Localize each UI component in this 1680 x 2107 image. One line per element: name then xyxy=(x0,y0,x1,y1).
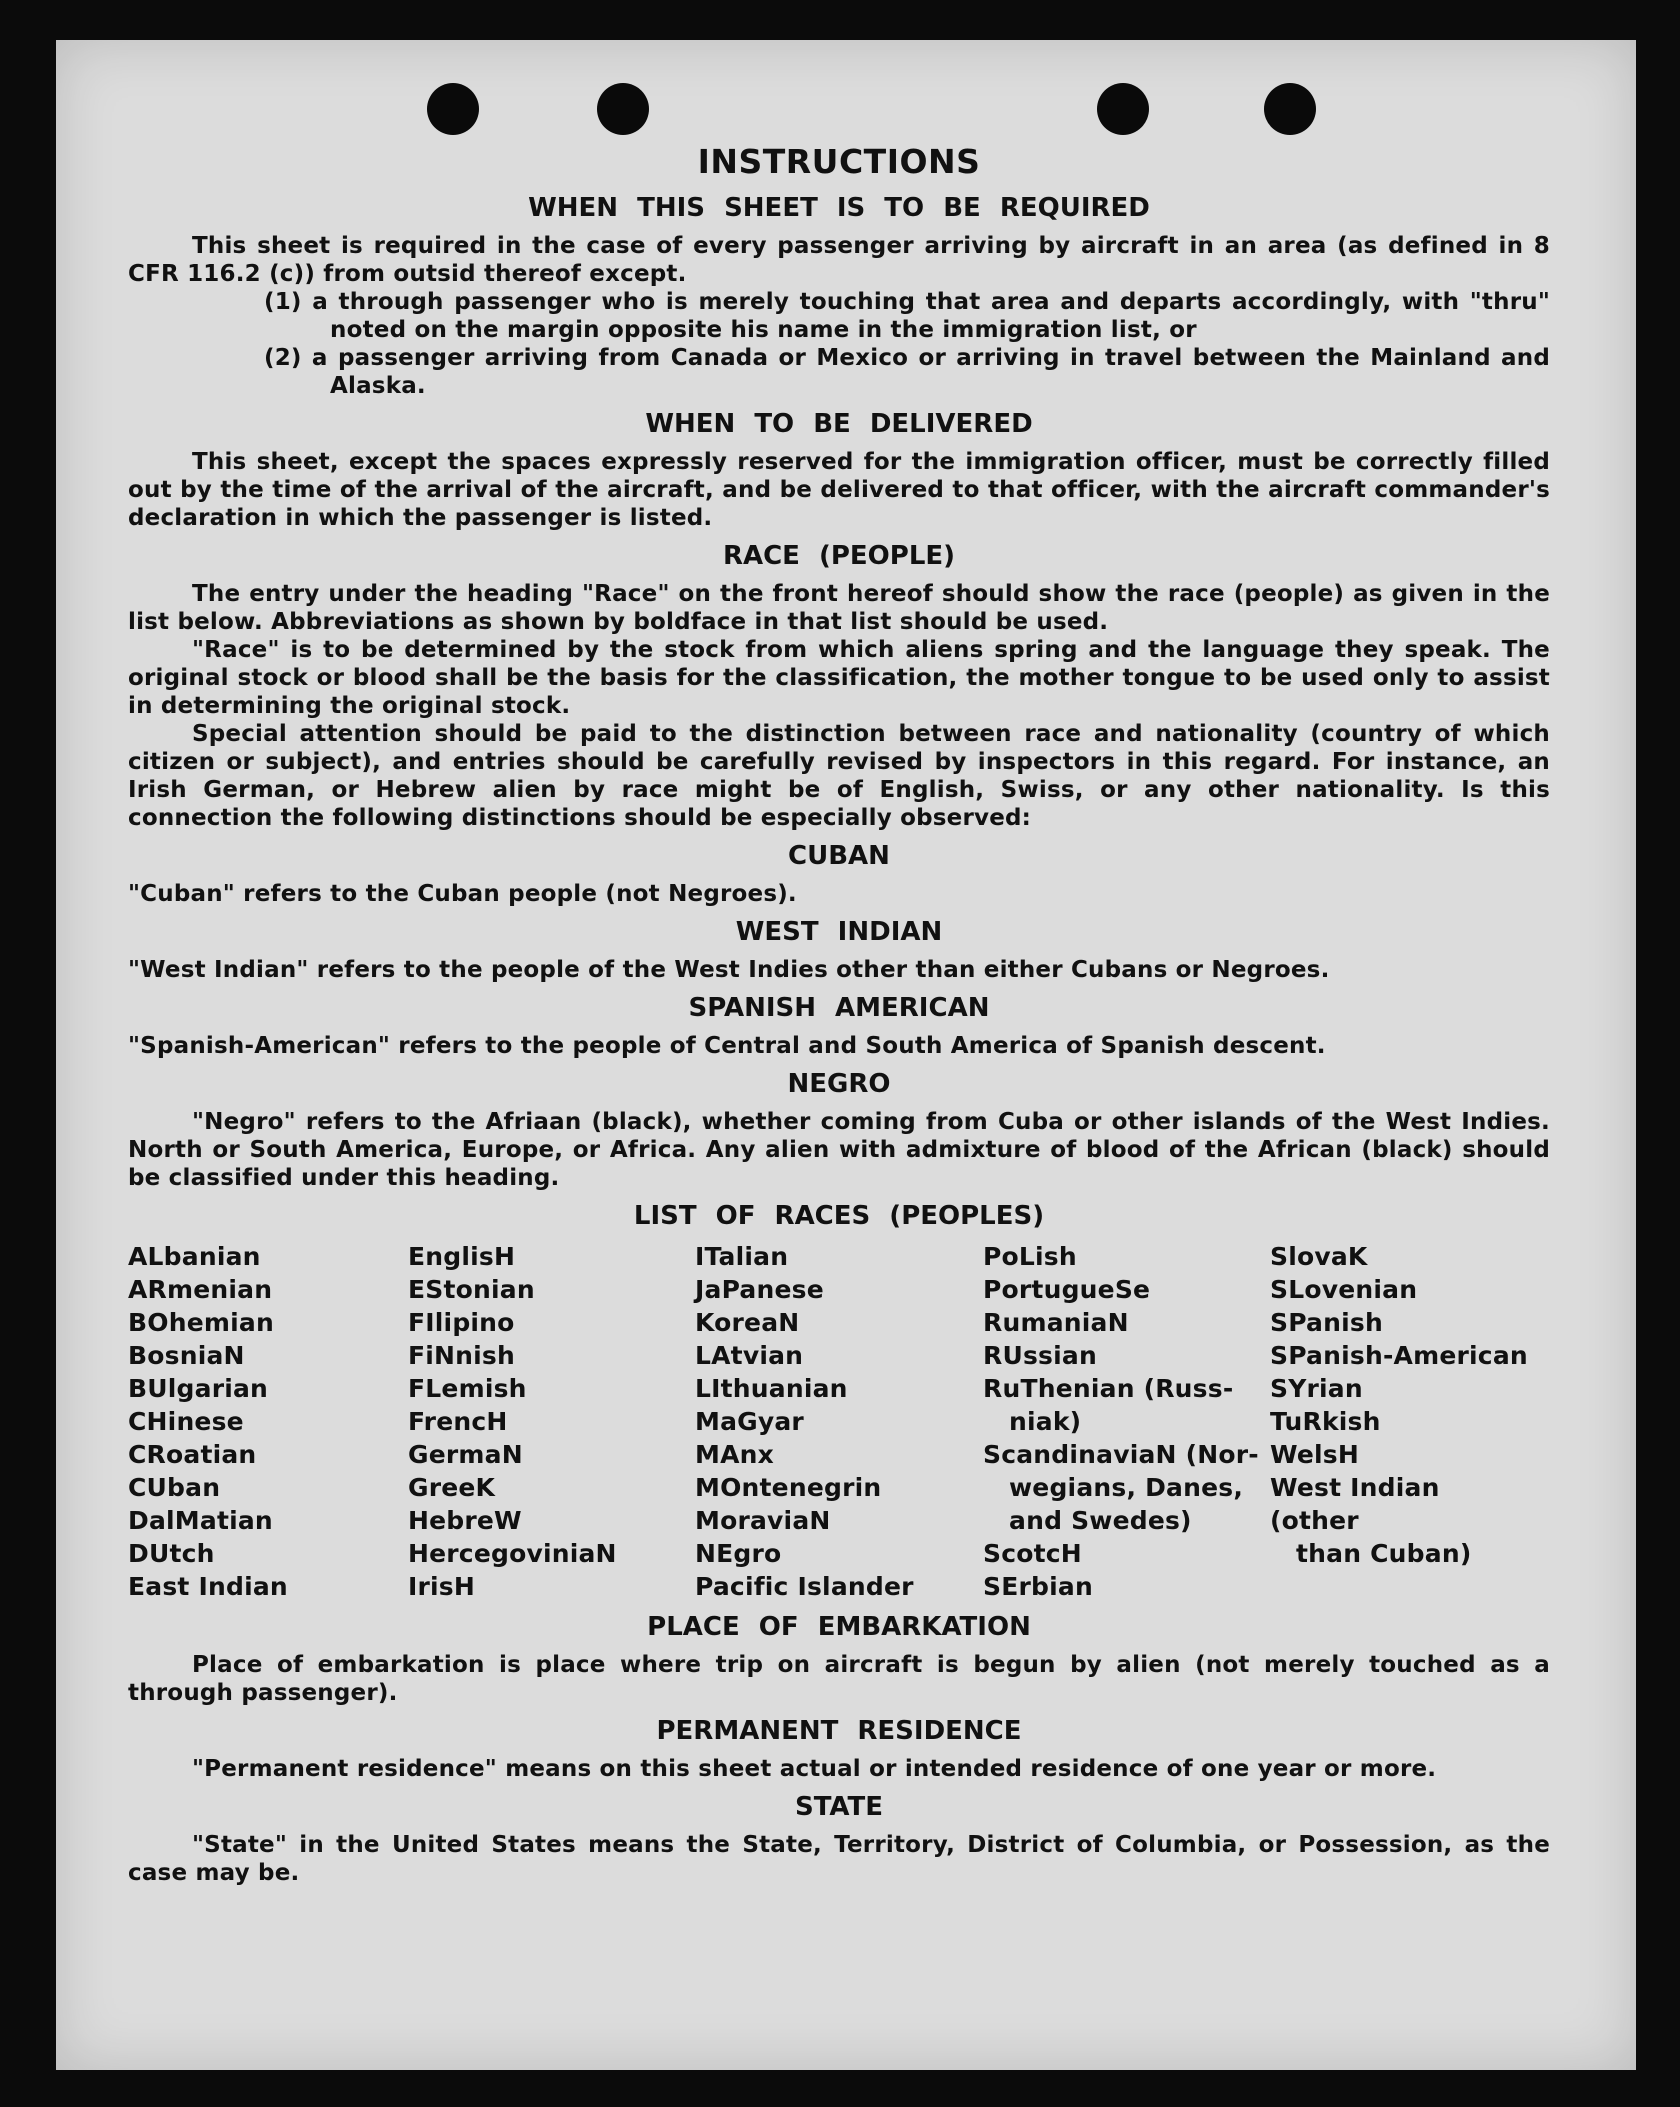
heading-negro: NEGRO xyxy=(787,1069,891,1099)
exception-item-2: (2) a passenger arriving from Canada or Mexico or arriving in travel between the Mainland and Alaska. xyxy=(264,345,1550,399)
paragraph-west-indian: "West Indian" refers to the people of the West Indies other than either Cubans or Negroes. xyxy=(128,957,1330,983)
heading-cuban: CUBAN xyxy=(788,841,890,871)
instructions-content xyxy=(128,140,1550,1887)
race-entry: FLemish xyxy=(408,1374,527,1403)
punch-hole xyxy=(1264,83,1316,135)
race-entry: CHinese xyxy=(128,1407,244,1436)
document-page xyxy=(56,40,1636,2070)
race-entry: LAtvian xyxy=(695,1341,804,1370)
races-column-5 xyxy=(1270,1240,1530,1603)
race-entry: Pacific Islander xyxy=(695,1572,914,1601)
race-entry: SYrian xyxy=(1270,1374,1363,1403)
paragraph-spanish-american: "Spanish-American" refers to the people of Central and South America of Spanish descent. xyxy=(128,1033,1326,1059)
race-entry: MAnx xyxy=(695,1440,774,1469)
race-entry: PoLish xyxy=(983,1242,1077,1271)
race-entry: ARmenian xyxy=(128,1275,273,1304)
paragraph-race-2: "Race" is to be determined by the stock from which aliens spring and the language they speak. The original stock or blood shall be the basis for the classification, the mother tongue to be used only to assist in determining the original stock. xyxy=(128,637,1550,719)
race-entry: SlovaK xyxy=(1270,1242,1368,1271)
race-entry-continued: than Cuban) xyxy=(1296,1539,1472,1568)
races-column-3 xyxy=(695,1240,983,1603)
race-entry: HercegoviniaN xyxy=(408,1539,617,1568)
punch-hole xyxy=(427,83,479,135)
paragraph-state: "State" in the United States means the State, Territory, District of Columbia, or Possession, as the case may be. xyxy=(128,1832,1550,1886)
heading-when-delivered: WHEN TO BE DELIVERED xyxy=(645,409,1033,439)
paragraph-when-required: This sheet is required in the case of every passenger arriving by aircraft in an area (as defined in 8 CFR 116.2 (c)) from outsid thereof except. xyxy=(128,233,1550,287)
punch-hole xyxy=(597,83,649,135)
heading-race: RACE (PEOPLE) xyxy=(722,541,956,571)
race-entry: DUtch xyxy=(128,1539,215,1568)
race-entry: EnglisH xyxy=(408,1242,516,1271)
race-entry: GermaN xyxy=(408,1440,523,1469)
race-entry: MoraviaN xyxy=(695,1506,831,1535)
race-entry: JaPanese xyxy=(695,1275,824,1304)
race-entry: SPanish-American xyxy=(1270,1341,1528,1370)
race-entry: CRoatian xyxy=(128,1440,257,1469)
race-entry: RuThenian (Russ- xyxy=(983,1374,1234,1403)
race-entry: IrisH xyxy=(408,1572,476,1601)
heading-spanish-american: SPANISH AMERICAN xyxy=(688,993,990,1023)
race-entry: KoreaN xyxy=(695,1308,800,1337)
race-entry: MaGyar xyxy=(695,1407,804,1436)
paragraph-when-delivered: This sheet, except the spaces expressly reserved for the immigration officer, must be correctly filled out by the time of the arrival of the aircraft, and be delivered to that officer, with the aircraft commander's declaration in which the passenger is listed. xyxy=(128,449,1550,531)
race-entry: ALbanian xyxy=(128,1242,261,1271)
race-entry: CUban xyxy=(128,1473,221,1502)
paragraph-race-3: Special attention should be paid to the distinction between race and nationality (country of which citizen or subject), and entries should be carefully revised by inspectors in this regard. For instance, an Irish German, or Hebrew alien by race might be of English, Swiss, or any other nationality. Is this connection the following distinctions should be especially observed: xyxy=(128,721,1550,831)
races-list xyxy=(128,1240,1550,1603)
race-entry: WelsH xyxy=(1270,1440,1360,1469)
race-entry: FIlipino xyxy=(408,1308,515,1337)
race-entry: MOntenegrin xyxy=(695,1473,882,1502)
paragraph-embarkation: Place of embarkation is place where trip on aircraft is begun by alien (not merely touched as a through passenger). xyxy=(128,1652,1550,1706)
heading-permanent-residence: PERMANENT RESIDENCE xyxy=(656,1716,1022,1746)
race-entry: NEgro xyxy=(695,1539,782,1568)
races-column-1 xyxy=(128,1240,408,1603)
race-entry: FiNnish xyxy=(408,1341,516,1370)
race-entry: SLovenian xyxy=(1270,1275,1418,1304)
paragraph-cuban: "Cuban" refers to the Cuban people (not Negroes). xyxy=(128,881,797,907)
heading-embarkation: PLACE OF EMBARKATION xyxy=(647,1612,1031,1642)
race-entry: BUlgarian xyxy=(128,1374,269,1403)
paragraph-negro: "Negro" refers to the Afriaan (black), whether coming from Cuba or other islands of the West Indies. North or South America, Europe, or Africa. Any alien with admixture of blood of the African (black) should be classified under this heading. xyxy=(128,1109,1550,1191)
race-entry: GreeK xyxy=(408,1473,496,1502)
race-entry: ScotcH xyxy=(983,1539,1082,1568)
race-entry: DalMatian xyxy=(128,1506,273,1535)
page-title: INSTRUCTIONS xyxy=(697,142,981,181)
heading-list-of-races: LIST OF RACES (PEOPLES) xyxy=(633,1201,1045,1231)
race-entry: FrencH xyxy=(408,1407,508,1436)
race-entry: SPanish xyxy=(1270,1308,1383,1337)
exception-item-1: (1) a through passenger who is merely touching that area and departs accordingly, with "thru" noted on the margin opposite his name in the immigration list, or xyxy=(264,289,1550,343)
race-entry: TuRkish xyxy=(1270,1407,1381,1436)
race-entry: ScandinaviaN (Nor- xyxy=(983,1440,1259,1469)
race-entry-continued: wegians, Danes, xyxy=(1009,1473,1244,1502)
race-entry: EStonian xyxy=(408,1275,535,1304)
race-entry-continued: and Swedes) xyxy=(1009,1506,1192,1535)
race-entry: BOhemian xyxy=(128,1308,274,1337)
race-entry: East Indian xyxy=(128,1572,288,1601)
heading-state: STATE xyxy=(794,1792,884,1822)
races-column-2 xyxy=(408,1240,695,1603)
race-entry: PortugueSe xyxy=(983,1275,1151,1304)
paragraph-race-1: The entry under the heading "Race" on the front hereof should show the race (people) as given in the list below. Abbreviations as shown by boldface in that list should be used. xyxy=(128,581,1550,635)
race-entry: HebreW xyxy=(408,1506,522,1535)
paragraph-permanent-residence: "Permanent residence" means on this sheet actual or intended residence of one year or more. xyxy=(192,1756,1437,1782)
race-entry: RumaniaN xyxy=(983,1308,1129,1337)
race-entry: RUssian xyxy=(983,1341,1097,1370)
heading-west-indian: WEST INDIAN xyxy=(735,917,943,947)
race-entry: SErbian xyxy=(983,1572,1093,1601)
race-entry: BosniaN xyxy=(128,1341,245,1370)
heading-when-required: WHEN THIS SHEET IS TO BE REQUIRED xyxy=(528,193,1150,223)
race-entry: ITalian xyxy=(695,1242,789,1271)
race-entry-continued: niak) xyxy=(1009,1407,1082,1436)
punch-hole xyxy=(1097,83,1149,135)
race-entry: LIthuanian xyxy=(695,1374,848,1403)
races-column-4 xyxy=(983,1240,1270,1603)
race-entry: West Indian (other xyxy=(1270,1473,1440,1535)
